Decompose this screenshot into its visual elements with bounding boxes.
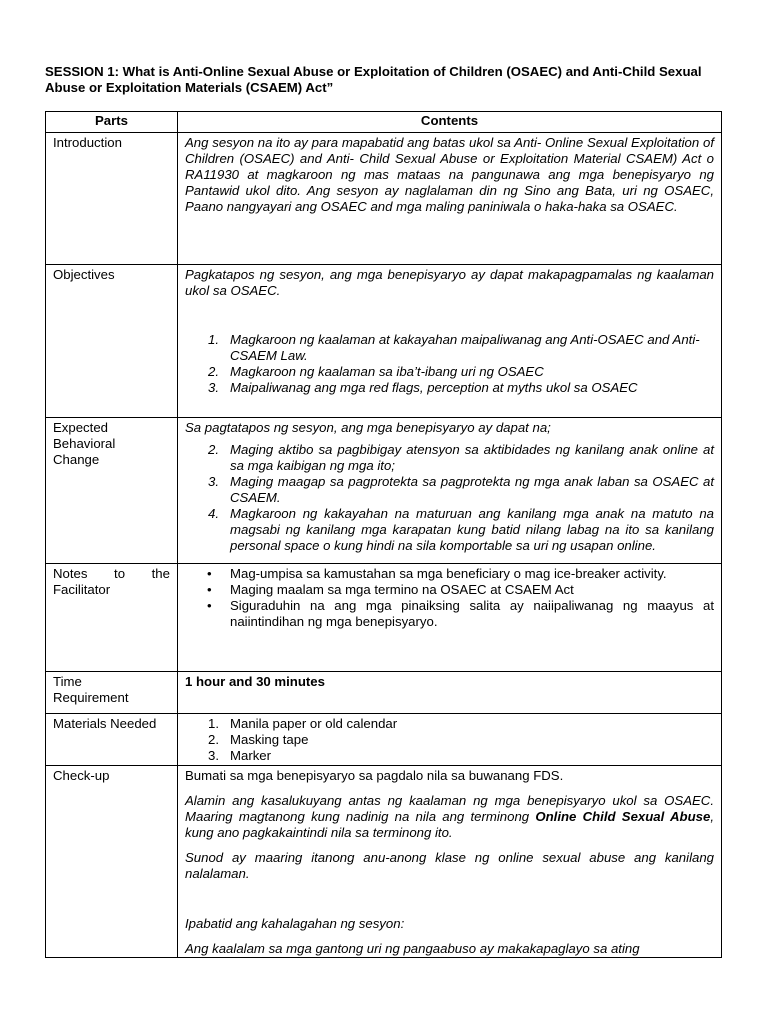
list-item: 3. Maging maagap sa pagprotekta sa pagprotekta ng mga anak laban sa OSAEC at CSAEM.	[208, 474, 714, 505]
checkup-label: Check-up	[46, 766, 178, 958]
list-item: • Siguraduhin na ang mga pinaiksing salita ay naiipaliwanag ng maayus at naiintindihan ng mga benepisyaryo.	[207, 598, 714, 629]
materials-content	[178, 714, 722, 766]
expected-change-row	[46, 418, 722, 564]
materials-label: Materials Needed	[46, 714, 178, 766]
list-item: 1. Magkaroon ng kaalaman at kakayahan maipaliwanag ang Anti-OSAEC and Anti- CSAEM Law.	[208, 332, 700, 363]
time-label: Time Requirement	[46, 672, 178, 714]
time-row	[46, 672, 722, 714]
list-item: 4. Magkaroon ng kakayahan na maturuan ang kanilang mga anak na matuto na magsabi ng kanilang mga karapatan kung batid nilang labag na ito sa kanilang personal space o kung hindi na sila komportable sa uri ng usapan online.	[208, 506, 714, 553]
time-content	[178, 672, 722, 714]
list-item: 3. Maipaliwanag ang mga red flags, perception at myths ukol sa OSAEC	[208, 380, 638, 395]
introduction-content	[178, 133, 722, 265]
notes-content	[178, 564, 722, 672]
checkup-row	[46, 766, 722, 958]
checkup-p5: Ang kaalalam sa mga gantong uri ng pangaabuso ay makakapaglayo sa ating	[185, 941, 640, 956]
time-value: 1 hour and 30 minutes	[185, 674, 325, 689]
objectives-row	[46, 265, 722, 418]
objectives-intro: Pagkatapos ng sesyon, ang mga benepisyaryo ay dapat makapagpamalas ng kaalaman ukol sa OSAEC.	[185, 267, 714, 298]
list-item: 2. Masking tape	[208, 732, 309, 747]
introduction-row	[46, 133, 722, 265]
introduction-text: Ang sesyon na ito ay para mapabatid ang batas ukol sa Anti- Online Sexual Exploitation of Children (OSAEC) and Anti- Child Sexual Abuse or Exploitation Material CSAEM) Act o RA11930 at magkaroon ng mas mataas na pangunawa ang mga benepisyaryo ng Pantawid ukol dito. Ang sesyon ay naglalaman din ng Sino ang Bata, uri ng OSAEC, Paano nangyayari ang OSAEC and mga maling paniniwala o haka-haka sa OSAEC.	[185, 135, 714, 214]
expected-change-content	[178, 418, 722, 564]
list-item: 1. Manila paper or old calendar	[208, 716, 398, 731]
checkup-content	[178, 766, 722, 958]
list-item: 2. Maging aktibo sa pagbibigay atensyon sa aktibidades ng kanilang anak online at sa mga kaibigan ng mga ito;	[208, 442, 714, 473]
objectives-content	[178, 265, 722, 418]
checkup-p1: Bumati sa mga benepisyaryo sa pagdalo nila sa buwanang FDS.	[185, 768, 564, 783]
expected-change-intro: Sa pagtatapos ng sesyon, ang mga benepisyaryo ay dapat na;	[185, 420, 551, 435]
session-title: SESSION 1: What is Anti-Online Sexual Abuse or Exploitation of Children (OSAEC) and Anti-Child Sexual Abuse or Exploitation Materials (CSAEM) Act”	[45, 64, 702, 95]
checkup-p3: Sunod ay maaring itanong anu-anong klase ng online sexual abuse ang kanilang nalalaman.	[185, 850, 714, 881]
objectives-label: Objectives	[46, 265, 178, 418]
notes-row	[46, 564, 722, 672]
table-header-row	[46, 112, 722, 133]
header-contents: Contents	[178, 112, 722, 133]
session-table	[45, 111, 722, 958]
expected-change-label: Expected Behavioral Change	[46, 418, 178, 564]
checkup-p4: Ipabatid ang kahalagahan ng sesyon:	[185, 916, 405, 931]
notes-label: Notes to the Facilitator	[46, 564, 178, 672]
introduction-label: Introduction	[46, 133, 178, 265]
list-item: • Maging maalam sa mga termino na OSAEC at CSAEM Act	[207, 582, 574, 597]
list-item: • Mag-umpisa sa kamustahan sa mga beneficiary o mag ice-breaker activity.	[207, 566, 667, 581]
header-parts: Parts	[46, 112, 178, 133]
checkup-p2: Alamin ang kasalukuyang antas ng kaalaman ng mga benepisyaryo ukol sa OSAEC. Maaring magtanong kung nadinig na nila ang terminong Online Child Sexual Abuse, kung ano pagkakaintindi nila sa terminong ito.	[185, 793, 714, 840]
list-item: 2. Magkaroon ng kaalaman sa iba’t-ibang uri ng OSAEC	[208, 364, 544, 379]
materials-row	[46, 714, 722, 766]
list-item: 3. Marker	[208, 748, 272, 763]
